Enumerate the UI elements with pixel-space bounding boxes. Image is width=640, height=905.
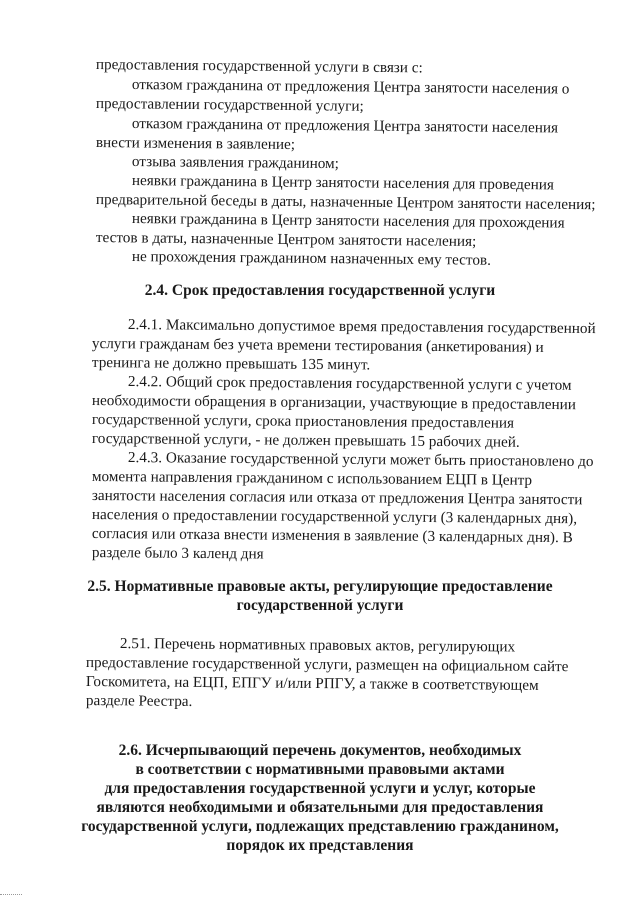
p243-line-1: 2.4.3. Оказание государственной услуги может быть приостановлено до [127,449,594,471]
intro-line-6a: неявки гражданина в Центр занятости населения для прохождения [131,210,565,232]
p243-line-4: населения о предоставлении государственной услуги (3 календарных дня), [91,506,578,528]
intro-line-3a: отказом гражданина от предложения Центра занятости населения [131,115,559,137]
intro-line-2b: предоставлении государственной услуги; [95,95,364,115]
p242-line-1: 2.4.2. Общий срок предоставления государственной услуги с учетом [127,373,572,394]
p243-line-5: согласия или отказа внести изменения в заявление (3 календарных дня). В [91,525,573,547]
section-2-5-heading-1: 2.5. Нормативные правовые акты, регулирующие предоставление [87,578,553,595]
section-2-6-heading-4: являются необходимыми и обязательными для предоставления [96,799,544,816]
p251-line-1: 2.51. Перечень нормативных правовых актов, регулирующих [119,635,516,656]
section-2-6-heading-3: для предоставления государственной услуги и услуг, которые [104,780,536,797]
section-2-6-heading-6: порядок их представления [226,837,414,854]
scan-edge-mark [0,894,22,895]
intro-line-2a: отказом гражданина от предложения Центра занятости населения о [131,76,570,98]
p251-line-3: Госкомитета, на ЕЦП, ЕПГУ и/или РПГУ, а также в соответствующем [85,673,539,694]
section-2-5-heading-2: государственной услуги [236,597,404,614]
p241-line-1: 2.4.1. Максимально допустимое время предоставления государственной [127,316,596,338]
p242-line-4: государственной услуги, - не должен превышать 15 рабочих дней. [91,430,520,451]
p243-line-3: занятости населения согласия или отказа от предложения Центра занятости [91,487,583,509]
p243-line-2: момента направления гражданином с использованием ЕЦП в Центр [91,468,533,489]
section-2-6-heading-5: государственной услуги, подлежащих представлению гражданином, [81,818,559,835]
section-2-4-heading: 2.4. Срок предоставления государственной услуги [144,282,496,299]
intro-line-4: отзыва заявления гражданином; [131,153,340,173]
intro-line-5a: неявки гражданина в Центр занятости населения для проведения [131,172,554,194]
p251-line-4: разделе Реестра. [85,692,193,710]
p242-line-3: государственной услуги, срока приостановления предоставления [91,411,515,432]
intro-line-5b: предварительной беседы в даты, назначенные Центром занятости населения; [95,191,596,214]
p242-line-2: необходимости обращения в организации, участвующие в предоставлении [91,392,576,414]
intro-line-7: не прохождения гражданином назначенных ему тестов. [131,248,492,269]
section-2-6-heading-2: в соответствии с нормативными правовыми актами [135,761,505,778]
intro-line-6b: тестов в даты, назначенные Центром занятости населения; [95,229,477,250]
p251-line-2: предоставление государственной услуги, размещен на официальном сайте [85,654,569,676]
intro-line-3b: внести изменения в заявление; [95,134,296,154]
p243-line-6: разделе было 3 календ дня [91,544,264,563]
p241-line-3: тренинга не должно превышать 135 минут. [91,354,371,374]
intro-line-1: предоставления государственной услуги в связи с: [95,56,423,77]
section-2-6-heading-1: 2.6. Исчерпывающий перечень документов, необходимых [118,742,522,759]
p241-line-2: услуги гражданам без учета времени тестирования (анкетирования) и [91,335,544,356]
